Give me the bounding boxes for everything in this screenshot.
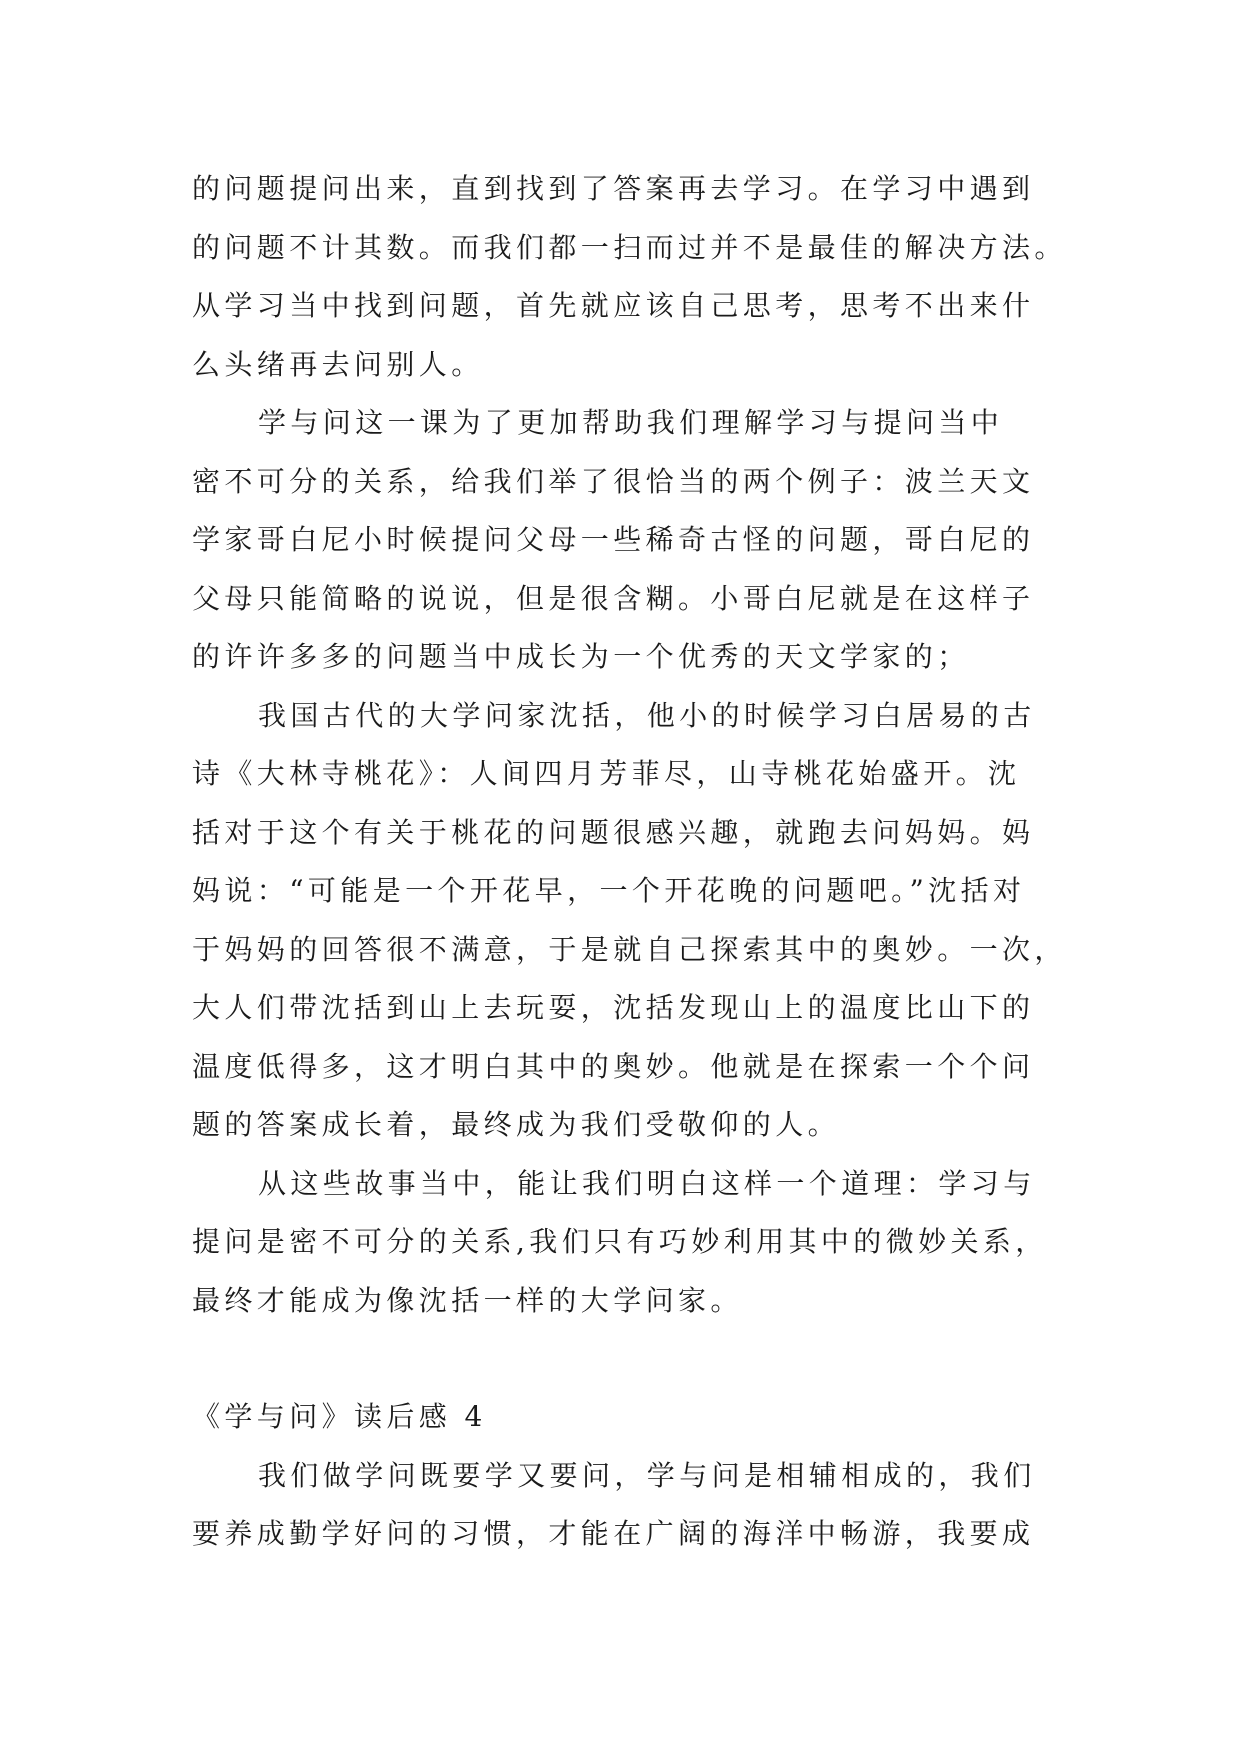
text-line: 妈说：“可能是一个开花早，一个开花晚的问题吧。”沈括对	[192, 874, 1026, 907]
text-line: 大人们带沈括到山上去玩耍，沈括发现山上的温度比山下的	[192, 991, 1035, 1024]
section-heading: 《学与问》读后感 4	[192, 1400, 487, 1433]
text-line: 要养成勤学好问的习惯，才能在广阔的海洋中畅游，我要成	[192, 1517, 1035, 1550]
section-gap	[192, 1330, 1092, 1388]
text-line: 的问题提问出来，直到找到了答案再去学习。在学习中遇到	[192, 172, 1035, 205]
text-line: 密不可分的关系，给我们举了很恰当的两个例子：波兰天文	[192, 464, 1035, 498]
paragraph-4	[192, 1155, 1092, 1331]
text-line: 么头绪再去问别人。	[192, 347, 484, 381]
text-line: 从这些故事当中，能让我们明白这样一个道理：学习与	[258, 1166, 1036, 1200]
section-paragraph-1	[192, 1447, 1092, 1564]
text-line: 最终才能成为像沈括一样的大学问家。	[192, 1283, 743, 1317]
text-line: 诗《大林寺桃花》：人间四月芳菲尽，山寺桃花始盛开。沈	[192, 757, 1021, 790]
text-line: 学与问这一课为了更加帮助我们理解学习与提问当中	[258, 406, 1004, 439]
text-line: 温度低得多，这才明白其中的奥妙。他就是在探索一个个问	[192, 1049, 1035, 1083]
text-line: 的许许多多的问题当中成长为一个优秀的天文学家的；	[192, 640, 970, 673]
text-line: 的问题不计其数。而我们都一扫而过并不是最佳的解决方法。	[192, 230, 1067, 264]
text-line: 于妈妈的回答很不满意，于是就自己探索其中的奥妙。一次，	[192, 932, 1067, 966]
text-line: 学家哥白尼小时候提问父母一些稀奇古怪的问题，哥白尼的	[192, 523, 1035, 556]
paragraph-3	[192, 687, 1092, 1155]
paragraph-1	[192, 160, 1092, 394]
text-line: 提问是密不可分的关系,我们只有巧妙利用其中的微妙关系，	[192, 1225, 1048, 1258]
text-line: 括对于这个有关于桃花的问题很感兴趣，就跑去问妈妈。妈	[192, 815, 1035, 849]
document-body	[192, 160, 1092, 1564]
text-line: 题的答案成长着，最终成为我们受敬仰的人。	[192, 1108, 841, 1141]
paragraph-2	[192, 394, 1092, 687]
text-line: 我们做学问既要学又要问，学与问是相辅相成的，我们	[258, 1458, 1036, 1492]
text-line: 从学习当中找到问题，首先就应该自己思考，思考不出来什	[192, 289, 1035, 322]
text-line: 我国古代的大学问家沈括，他小的时候学习白居易的古	[258, 698, 1036, 732]
text-line: 父母只能简略的说说，但是很含糊。小哥白尼就是在这样子	[192, 581, 1035, 615]
